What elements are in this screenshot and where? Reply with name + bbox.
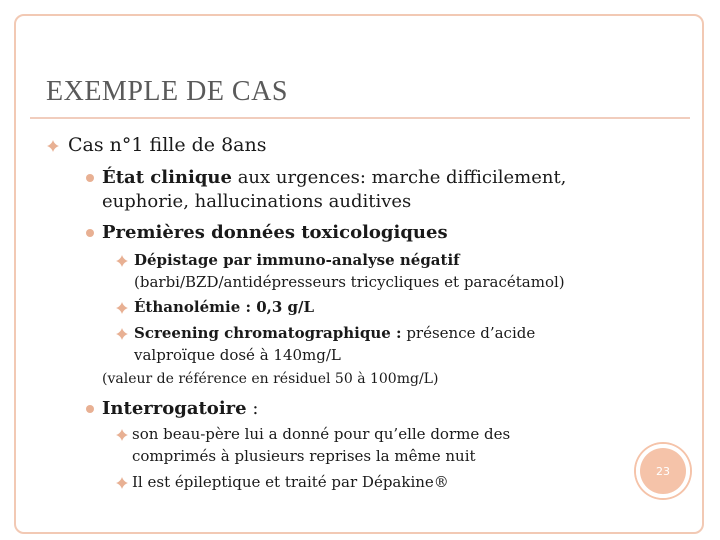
reference-note: (valeur de référence en résiduel 50 à 100mg/L): [102, 371, 439, 387]
tox-item-3-label: Screening chromatographique :: [134, 324, 402, 342]
tox-item-3-detail: valproïque dosé à 140mg/L: [134, 346, 341, 364]
bullet-dot-icon: [86, 174, 94, 182]
interro-item-2: Il est épileptique et traité par Dépakine®: [132, 473, 449, 491]
tox-item-1: Dépistage par immuno-analyse négatif: [134, 251, 460, 269]
cross-ornament-icon: [115, 301, 129, 315]
interro-suffix: :: [246, 398, 259, 419]
title-divider: [30, 117, 690, 119]
cross-ornament-icon: [115, 254, 129, 268]
cross-ornament-icon: [115, 327, 129, 341]
tox-item-3: [134, 323, 535, 344]
clinical-label: État clinique: [102, 167, 232, 188]
cross-ornament-icon: [115, 428, 129, 442]
interro-heading-line: [102, 396, 258, 421]
interro-item-1: son beau-père lui a donné pour qu’elle dorme des: [132, 425, 511, 443]
interro-heading: Interrogatoire: [102, 398, 247, 419]
bullet-dot-icon: [86, 229, 94, 237]
slide-title: EXEMPLE DE CAS: [46, 76, 288, 107]
clinical-text: aux urgences: marche difficilement,: [231, 167, 567, 188]
case-title: Cas n°1 fille de 8ans: [68, 134, 267, 156]
tox-heading: Premières données toxicologiques: [102, 222, 448, 243]
tox-item-3-text: présence d’acide: [401, 324, 536, 342]
tox-item-1-detail: (barbi/BZD/antidépresseurs tricycliques et paracétamol): [134, 273, 565, 291]
clinical-line-2: euphorie, hallucinations auditives: [102, 191, 412, 212]
interro-item-1-cont: comprimés à plusieurs reprises la même nuit: [132, 447, 476, 465]
page-number-badge: 23: [640, 448, 686, 494]
cross-ornament-icon: [46, 139, 60, 153]
tox-item-2: Éthanolémie : 0,3 g/L: [134, 298, 315, 316]
cross-ornament-icon: [115, 476, 129, 490]
bullet-dot-icon: [86, 405, 94, 413]
clinical-line-1: [102, 165, 566, 190]
